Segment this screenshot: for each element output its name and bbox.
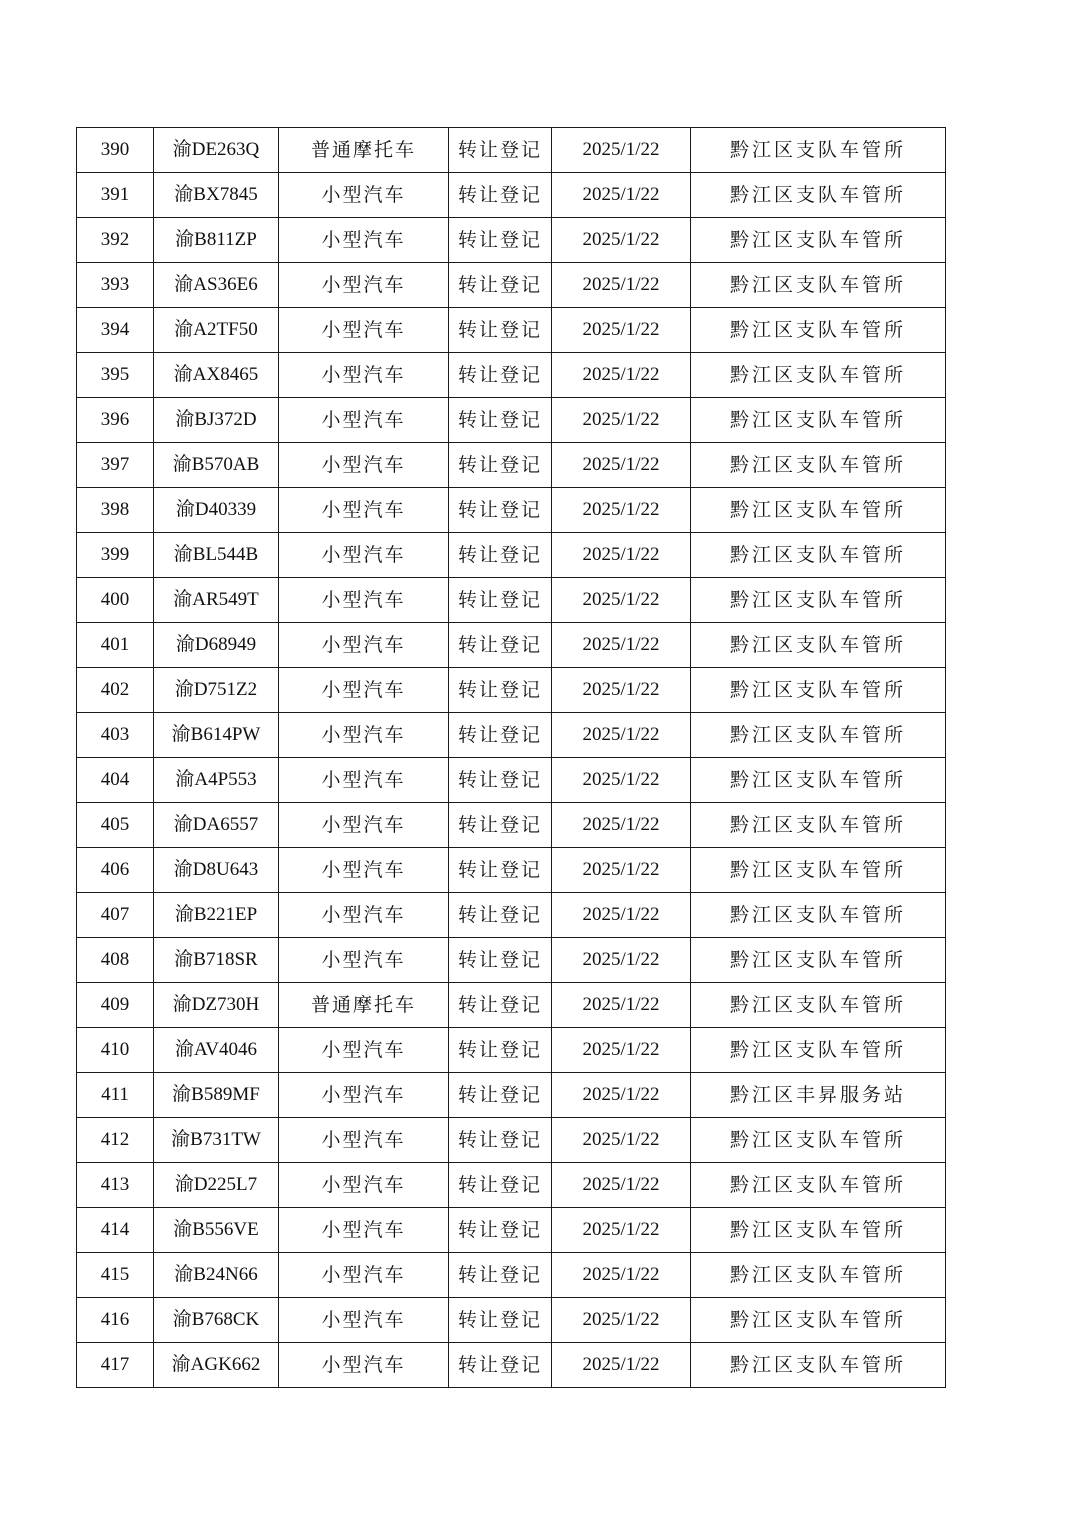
business-type-cell: 转让登记 [449,713,552,758]
office-cell: 黔江区支队车管所 [691,1253,946,1298]
plate-number-cell: 渝D68949 [154,623,279,668]
record-index-cell: 392 [77,218,154,263]
office-cell: 黔江区支队车管所 [691,623,946,668]
plate-number-cell: 渝D40339 [154,488,279,533]
business-type-cell: 转让登记 [449,1163,552,1208]
vehicle-type-cell: 普通摩托车 [279,983,449,1028]
vehicle-type-cell: 小型汽车 [279,1163,449,1208]
date-cell: 2025/1/22 [552,173,691,218]
business-type-cell: 转让登记 [449,1073,552,1118]
business-type-cell: 转让登记 [449,128,552,173]
vehicle-type-cell: 小型汽车 [279,398,449,443]
office-cell: 黔江区丰昇服务站 [691,1073,946,1118]
table-row [77,398,946,443]
vehicle-type-cell: 小型汽车 [279,218,449,263]
office-cell: 黔江区支队车管所 [691,308,946,353]
business-type-cell: 转让登记 [449,893,552,938]
vehicle-type-cell: 小型汽车 [279,263,449,308]
plate-number-cell: 渝B811ZP [154,218,279,263]
plate-number-cell: 渝B614PW [154,713,279,758]
vehicle-type-cell: 小型汽车 [279,893,449,938]
plate-number-cell: 渝B768CK [154,1298,279,1343]
business-type-cell: 转让登记 [449,218,552,263]
business-type-cell: 转让登记 [449,668,552,713]
table-row [77,668,946,713]
vehicle-type-cell: 小型汽车 [279,1343,449,1388]
office-cell: 黔江区支队车管所 [691,1163,946,1208]
plate-number-cell: 渝AGK662 [154,1343,279,1388]
office-cell: 黔江区支队车管所 [691,1343,946,1388]
plate-number-cell: 渝DE263Q [154,128,279,173]
plate-number-cell: 渝AV4046 [154,1028,279,1073]
table-row [77,713,946,758]
date-cell: 2025/1/22 [552,128,691,173]
office-cell: 黔江区支队车管所 [691,668,946,713]
vehicle-type-cell: 小型汽车 [279,713,449,758]
date-cell: 2025/1/22 [552,533,691,578]
plate-number-cell: 渝BL544B [154,533,279,578]
date-cell: 2025/1/22 [552,848,691,893]
date-cell: 2025/1/22 [552,398,691,443]
date-cell: 2025/1/22 [552,1073,691,1118]
date-cell: 2025/1/22 [552,263,691,308]
plate-number-cell: 渝D225L7 [154,1163,279,1208]
vehicle-type-cell: 普通摩托车 [279,128,449,173]
date-cell: 2025/1/22 [552,938,691,983]
record-index-cell: 396 [77,398,154,443]
business-type-cell: 转让登记 [449,263,552,308]
table-row [77,353,946,398]
business-type-cell: 转让登记 [449,758,552,803]
record-index-cell: 399 [77,533,154,578]
office-cell: 黔江区支队车管所 [691,173,946,218]
table-row [77,218,946,263]
record-index-cell: 395 [77,353,154,398]
plate-number-cell: 渝D8U643 [154,848,279,893]
table-body [77,128,946,1388]
business-type-cell: 转让登记 [449,803,552,848]
table-row [77,1253,946,1298]
business-type-cell: 转让登记 [449,938,552,983]
date-cell: 2025/1/22 [552,578,691,623]
plate-number-cell: 渝B570AB [154,443,279,488]
date-cell: 2025/1/22 [552,623,691,668]
vehicle-type-cell: 小型汽车 [279,1253,449,1298]
table-row [77,263,946,308]
table-row [77,488,946,533]
table-row [77,173,946,218]
table-row [77,983,946,1028]
table-row [77,443,946,488]
date-cell: 2025/1/22 [552,1163,691,1208]
plate-number-cell: 渝AR549T [154,578,279,623]
office-cell: 黔江区支队车管所 [691,578,946,623]
record-index-cell: 406 [77,848,154,893]
business-type-cell: 转让登记 [449,578,552,623]
plate-number-cell: 渝B24N66 [154,1253,279,1298]
business-type-cell: 转让登记 [449,623,552,668]
table-row [77,1073,946,1118]
office-cell: 黔江区支队车管所 [691,398,946,443]
plate-number-cell: 渝AS36E6 [154,263,279,308]
office-cell: 黔江区支队车管所 [691,803,946,848]
record-index-cell: 397 [77,443,154,488]
plate-number-cell: 渝B718SR [154,938,279,983]
vehicle-type-cell: 小型汽车 [279,443,449,488]
office-cell: 黔江区支队车管所 [691,533,946,578]
record-index-cell: 394 [77,308,154,353]
date-cell: 2025/1/22 [552,308,691,353]
table-row [77,1208,946,1253]
table-row [77,308,946,353]
business-type-cell: 转让登记 [449,488,552,533]
office-cell: 黔江区支队车管所 [691,218,946,263]
record-index-cell: 414 [77,1208,154,1253]
date-cell: 2025/1/22 [552,758,691,803]
date-cell: 2025/1/22 [552,1253,691,1298]
plate-number-cell: 渝B221EP [154,893,279,938]
plate-number-cell: 渝A2TF50 [154,308,279,353]
record-index-cell: 408 [77,938,154,983]
plate-number-cell: 渝B731TW [154,1118,279,1163]
vehicle-type-cell: 小型汽车 [279,623,449,668]
date-cell: 2025/1/22 [552,1028,691,1073]
record-index-cell: 411 [77,1073,154,1118]
business-type-cell: 转让登记 [449,848,552,893]
date-cell: 2025/1/22 [552,1118,691,1163]
business-type-cell: 转让登记 [449,1028,552,1073]
vehicle-type-cell: 小型汽车 [279,758,449,803]
vehicle-type-cell: 小型汽车 [279,1028,449,1073]
business-type-cell: 转让登记 [449,398,552,443]
date-cell: 2025/1/22 [552,443,691,488]
table-row [77,848,946,893]
record-index-cell: 390 [77,128,154,173]
plate-number-cell: 渝A4P553 [154,758,279,803]
plate-number-cell: 渝B556VE [154,1208,279,1253]
vehicle-type-cell: 小型汽车 [279,1073,449,1118]
vehicle-type-cell: 小型汽车 [279,308,449,353]
office-cell: 黔江区支队车管所 [691,848,946,893]
vehicle-type-cell: 小型汽车 [279,578,449,623]
record-index-cell: 403 [77,713,154,758]
plate-number-cell: 渝D751Z2 [154,668,279,713]
table-row [77,1118,946,1163]
business-type-cell: 转让登记 [449,308,552,353]
vehicle-type-cell: 小型汽车 [279,1298,449,1343]
office-cell: 黔江区支队车管所 [691,1298,946,1343]
table-row [77,1163,946,1208]
business-type-cell: 转让登记 [449,983,552,1028]
plate-number-cell: 渝BJ372D [154,398,279,443]
business-type-cell: 转让登记 [449,1298,552,1343]
office-cell: 黔江区支队车管所 [691,353,946,398]
office-cell: 黔江区支队车管所 [691,713,946,758]
table-row [77,1028,946,1073]
date-cell: 2025/1/22 [552,668,691,713]
record-index-cell: 412 [77,1118,154,1163]
record-index-cell: 404 [77,758,154,803]
office-cell: 黔江区支队车管所 [691,938,946,983]
record-index-cell: 407 [77,893,154,938]
vehicle-type-cell: 小型汽车 [279,353,449,398]
business-type-cell: 转让登记 [449,173,552,218]
table-row [77,758,946,803]
table-row [77,578,946,623]
table-row [77,128,946,173]
vehicle-type-cell: 小型汽车 [279,488,449,533]
office-cell: 黔江区支队车管所 [691,128,946,173]
date-cell: 2025/1/22 [552,713,691,758]
business-type-cell: 转让登记 [449,353,552,398]
date-cell: 2025/1/22 [552,1343,691,1388]
date-cell: 2025/1/22 [552,983,691,1028]
plate-number-cell: 渝B589MF [154,1073,279,1118]
business-type-cell: 转让登记 [449,443,552,488]
date-cell: 2025/1/22 [552,1298,691,1343]
office-cell: 黔江区支队车管所 [691,1118,946,1163]
vehicle-transfer-table [76,127,946,1388]
vehicle-type-cell: 小型汽车 [279,848,449,893]
office-cell: 黔江区支队车管所 [691,1028,946,1073]
record-index-cell: 413 [77,1163,154,1208]
plate-number-cell: 渝DA6557 [154,803,279,848]
record-index-cell: 416 [77,1298,154,1343]
business-type-cell: 转让登记 [449,1208,552,1253]
office-cell: 黔江区支队车管所 [691,893,946,938]
office-cell: 黔江区支队车管所 [691,983,946,1028]
record-index-cell: 409 [77,983,154,1028]
record-index-cell: 402 [77,668,154,713]
office-cell: 黔江区支队车管所 [691,263,946,308]
business-type-cell: 转让登记 [449,533,552,578]
date-cell: 2025/1/22 [552,488,691,533]
record-index-cell: 415 [77,1253,154,1298]
office-cell: 黔江区支队车管所 [691,488,946,533]
vehicle-type-cell: 小型汽车 [279,668,449,713]
table-row [77,893,946,938]
office-cell: 黔江区支队车管所 [691,758,946,803]
record-index-cell: 405 [77,803,154,848]
record-index-cell: 393 [77,263,154,308]
date-cell: 2025/1/22 [552,1208,691,1253]
vehicle-type-cell: 小型汽车 [279,1208,449,1253]
vehicle-type-cell: 小型汽车 [279,173,449,218]
record-index-cell: 398 [77,488,154,533]
table-row [77,533,946,578]
date-cell: 2025/1/22 [552,218,691,263]
business-type-cell: 转让登记 [449,1253,552,1298]
business-type-cell: 转让登记 [449,1343,552,1388]
vehicle-type-cell: 小型汽车 [279,1118,449,1163]
date-cell: 2025/1/22 [552,803,691,848]
table-row [77,938,946,983]
record-index-cell: 401 [77,623,154,668]
plate-number-cell: 渝DZ730H [154,983,279,1028]
date-cell: 2025/1/22 [552,893,691,938]
plate-number-cell: 渝BX7845 [154,173,279,218]
table-row [77,1343,946,1388]
table-row [77,1298,946,1343]
record-index-cell: 410 [77,1028,154,1073]
office-cell: 黔江区支队车管所 [691,443,946,488]
business-type-cell: 转让登记 [449,1118,552,1163]
record-index-cell: 417 [77,1343,154,1388]
date-cell: 2025/1/22 [552,353,691,398]
table-row [77,803,946,848]
plate-number-cell: 渝AX8465 [154,353,279,398]
table-row [77,623,946,668]
vehicle-type-cell: 小型汽车 [279,938,449,983]
vehicle-type-cell: 小型汽车 [279,533,449,578]
office-cell: 黔江区支队车管所 [691,1208,946,1253]
vehicle-type-cell: 小型汽车 [279,803,449,848]
record-index-cell: 400 [77,578,154,623]
record-index-cell: 391 [77,173,154,218]
